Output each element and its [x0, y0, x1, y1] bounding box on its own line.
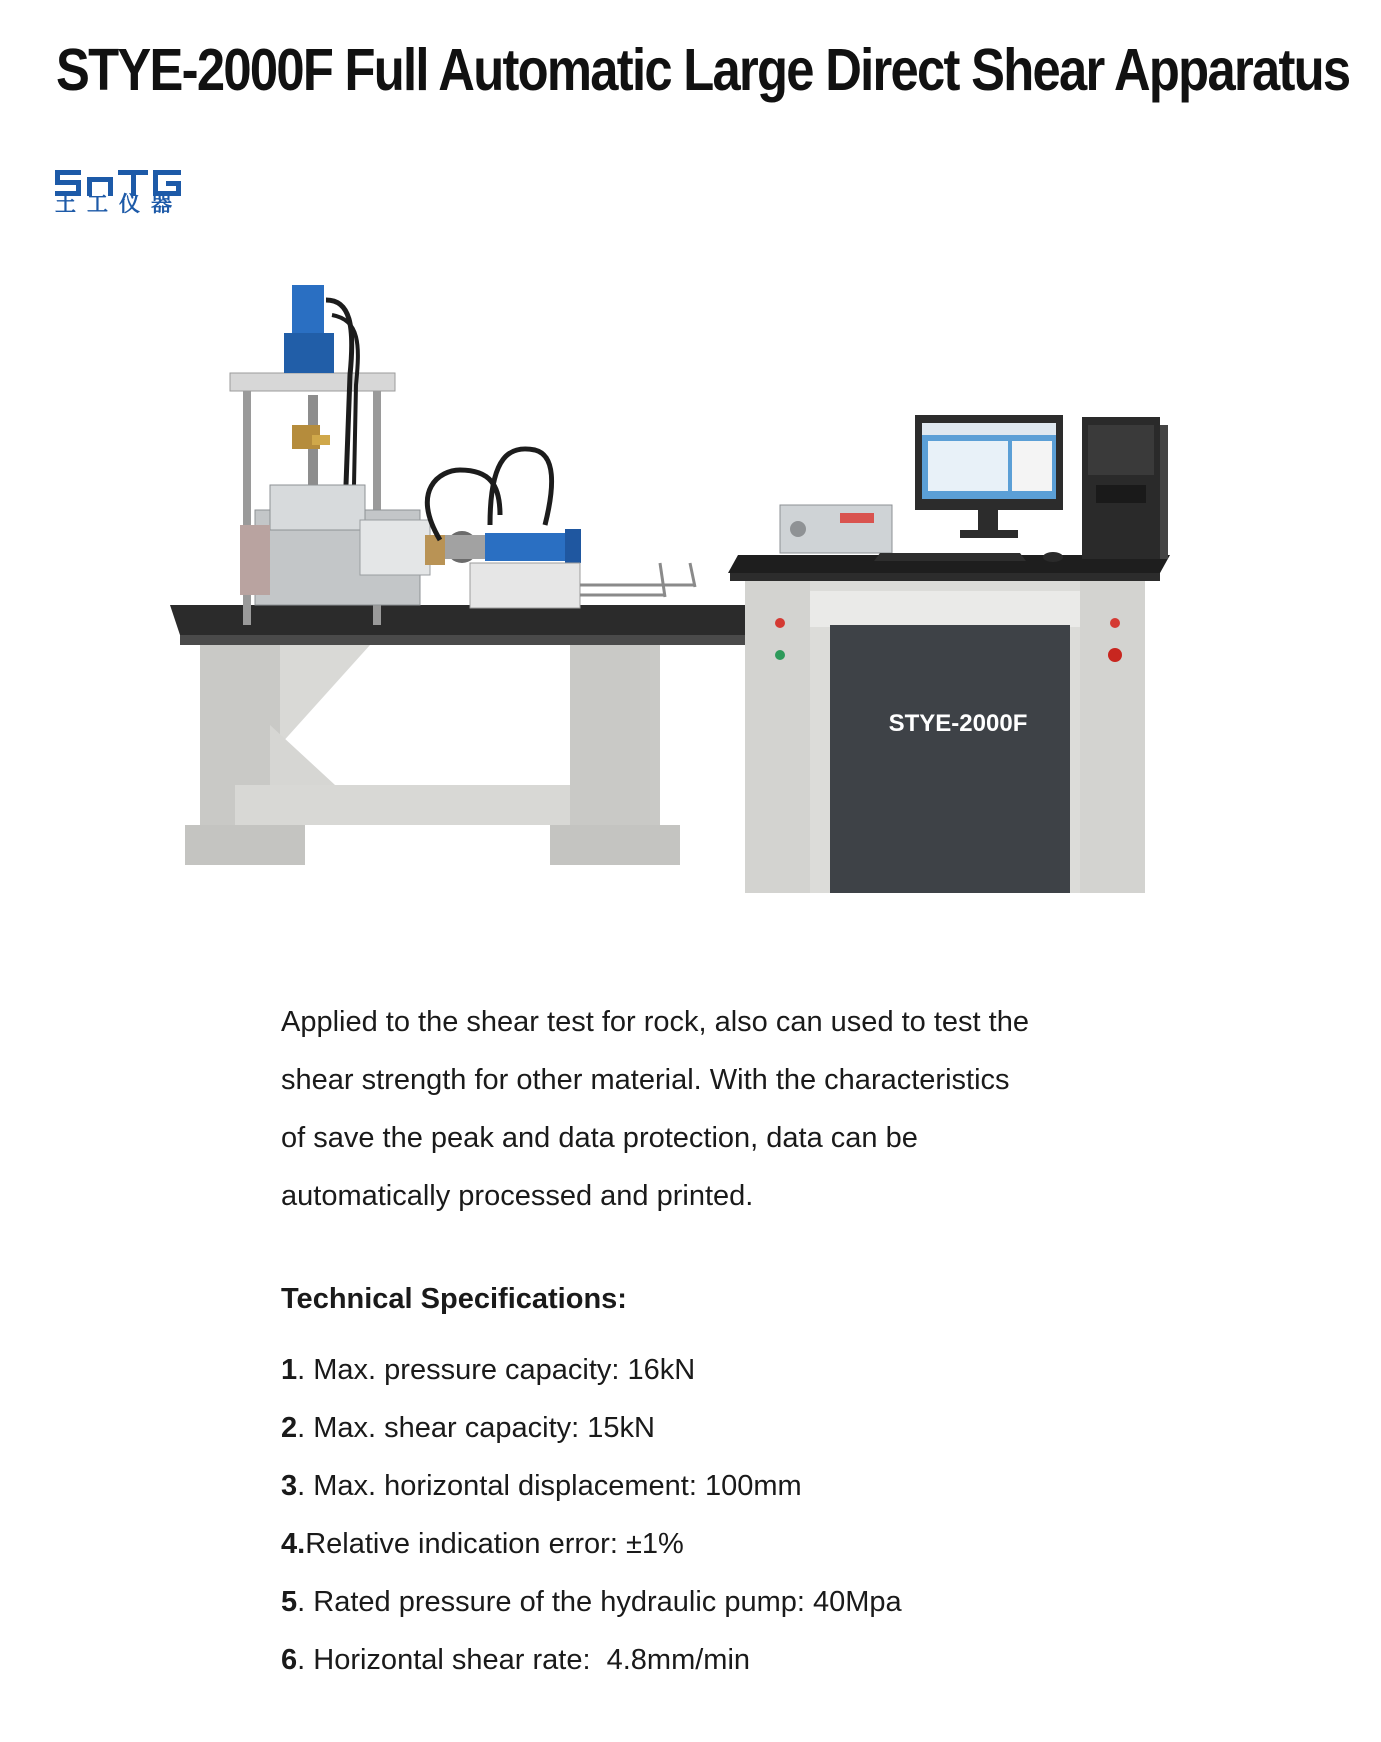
- spec-item: [281, 1399, 902, 1457]
- logo-chinese-text: 土工仪器: [55, 193, 183, 216]
- spec-text: Rated pressure of the hydraulic pump: 40Mpa: [313, 1586, 902, 1618]
- product-photo: [160, 285, 1220, 915]
- product-description: Applied to the shear test for rock, also can used to test the shear strength for other material. With the characteristics of save the peak and data protection, data can be automatically processed and printed.: [281, 1006, 1029, 1212]
- spec-number: 3: [281, 1470, 298, 1502]
- spec-number: 4.: [281, 1528, 306, 1560]
- shear-machine-illustration: [170, 285, 760, 865]
- page-title: STYE-2000F Full Automatic Large Direct Shear Apparatus: [56, 37, 1350, 103]
- spec-item: [281, 1515, 902, 1573]
- spec-separator: .: [297, 1586, 314, 1618]
- spec-separator: .: [297, 1354, 314, 1386]
- spec-separator: .: [297, 1470, 314, 1502]
- specs-list: [281, 1341, 902, 1689]
- spec-number: 5: [281, 1586, 298, 1618]
- spec-item: [281, 1573, 902, 1631]
- spec-number: 1: [281, 1354, 298, 1386]
- spec-separator: .: [297, 1412, 314, 1444]
- spec-number: 6: [281, 1644, 298, 1676]
- spec-text: Max. pressure capacity: 16kN: [313, 1354, 696, 1386]
- spec-item: [281, 1631, 902, 1689]
- spec-text: Relative indication error: ±1%: [305, 1528, 684, 1560]
- spec-number: 2: [281, 1412, 298, 1444]
- spec-text: Horizontal shear rate: 4.8mm/min: [313, 1644, 751, 1676]
- spec-text: Max. horizontal displacement: 100mm: [313, 1470, 802, 1502]
- spec-item: [281, 1457, 902, 1515]
- spec-text: Max. shear capacity: 15kN: [313, 1412, 655, 1444]
- control-cabinet-illustration: [728, 415, 1170, 893]
- cabinet-model-label: STYE-2000F: [888, 710, 1028, 737]
- spec-item: [281, 1341, 902, 1399]
- specs-heading: Technical Specifications:: [281, 1283, 627, 1315]
- spec-separator: .: [297, 1644, 314, 1676]
